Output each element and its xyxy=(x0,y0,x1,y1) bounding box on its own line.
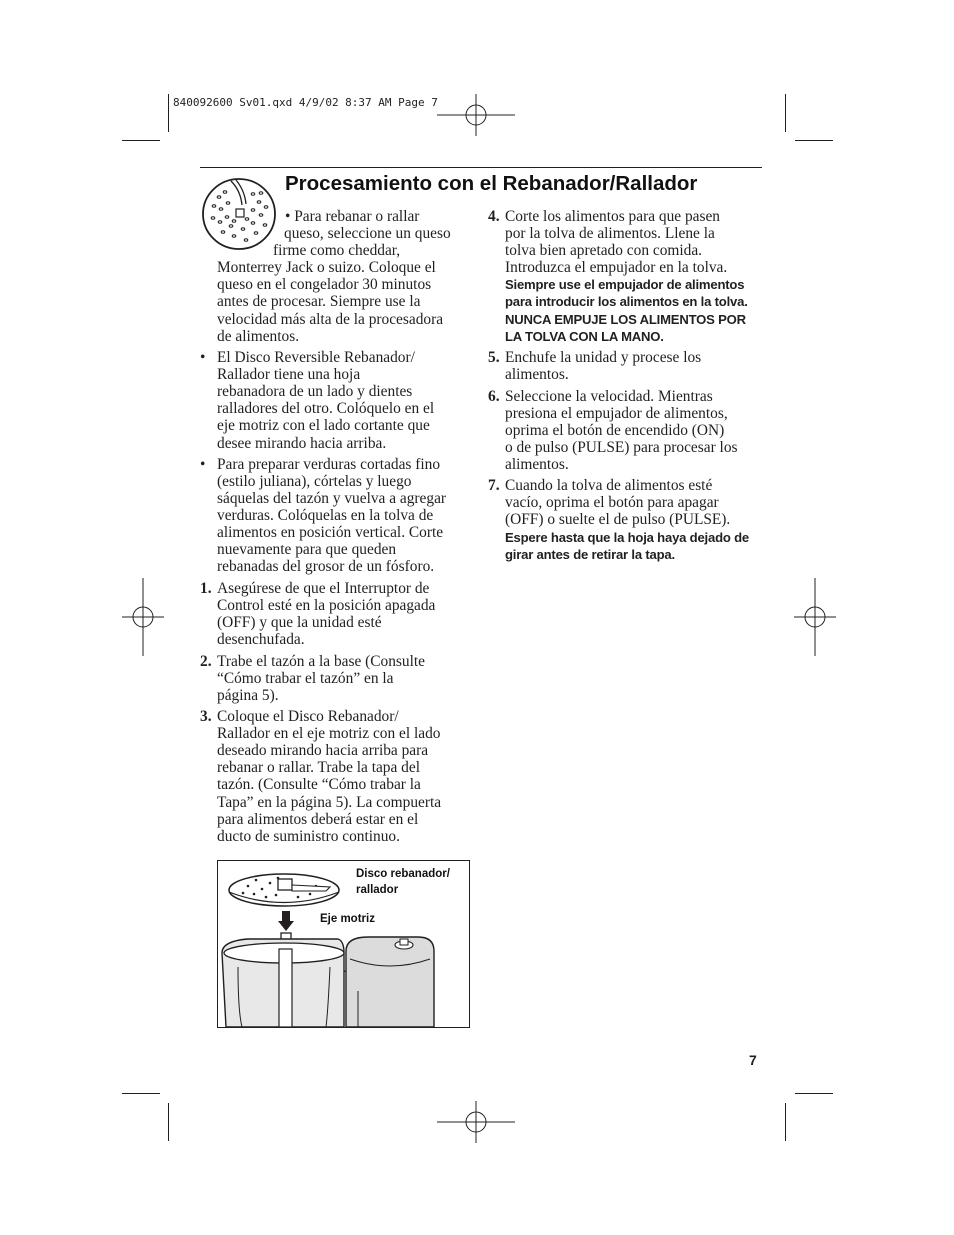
text-line: rebanadora de un lado y dientes xyxy=(217,383,413,401)
text-line: Control esté en la posición apagada xyxy=(217,596,436,614)
text-line: para alimentos deberá estar en el xyxy=(217,810,419,828)
bullet-marker: • xyxy=(285,208,291,225)
label-shaft: Eje motriz xyxy=(320,913,375,925)
list-item xyxy=(488,477,768,562)
text-line: alimentos. xyxy=(505,366,569,384)
text-line: Para preparar verduras cortadas fino xyxy=(217,455,441,473)
text-line: nuevamente para que queden xyxy=(217,541,397,559)
text-line: oprima el botón de encendido (ON) xyxy=(505,421,725,439)
text-line: deseado mirando hacia arriba para xyxy=(217,742,429,760)
text-line: tazón. (Consulte “Cómo trabar la xyxy=(217,776,421,794)
text-line: Rallador en el eje motriz con el lado xyxy=(217,725,441,743)
text-line: rebanadas del grosor de un fósforo. xyxy=(217,558,435,576)
step-number: 2. xyxy=(200,652,212,670)
warning-line: para introducir los alimentos en la tolva. xyxy=(505,294,748,310)
printer-slug: 840092600 Sv01.qxd 4/9/02 8:37 AM Page 7 xyxy=(173,96,438,109)
text-line: alimentos. xyxy=(505,455,569,473)
text-line: verduras. Colóquelas en la tolva de xyxy=(217,507,434,525)
registration-mark-bottom xyxy=(437,1101,515,1143)
bullet-marker: • xyxy=(200,455,206,473)
list-item xyxy=(200,708,470,845)
text-line: página 5). xyxy=(217,686,279,704)
text-line: por la tolva de alimentos. Llene la xyxy=(505,225,715,243)
list-item xyxy=(488,208,768,345)
step-number: 6. xyxy=(488,387,500,405)
right-list xyxy=(488,208,768,563)
text-line: sáquelas del tazón y vuelva a agregar xyxy=(217,490,447,508)
list-item xyxy=(200,580,470,648)
text-line: Enchufe la unidad y procese los xyxy=(505,349,702,367)
text-line: Asegúrese de que el Interruptor de xyxy=(217,579,430,597)
text-line: ducto de suministro continuo. xyxy=(217,827,400,845)
text-line: “Cómo trabar el tazón” en la xyxy=(217,669,394,687)
text-line: o de pulso (PULSE) para procesar los xyxy=(505,438,738,456)
warning-line: girar antes de retirar la tapa. xyxy=(505,546,675,562)
text-line: desenchufada. xyxy=(217,631,305,649)
registration-mark-top xyxy=(437,94,515,136)
figure-disc-assembly xyxy=(217,860,470,1028)
list-item xyxy=(488,349,768,383)
text-line: alimentos en posición vertical. Corte xyxy=(217,524,444,542)
list-item xyxy=(488,388,768,473)
label-disc: Disco rebanador/ rallador xyxy=(356,868,450,896)
left-column xyxy=(200,208,470,849)
text-line: El Disco Reversible Rebanador/ xyxy=(217,349,415,367)
page-title: Procesamiento con el Rebanador/Rallador xyxy=(285,172,698,195)
text-line: presiona el empujador de alimentos, xyxy=(505,404,728,422)
step-number: 5. xyxy=(488,349,500,367)
text-line: (estilo juliana), córtelas y luego xyxy=(217,473,412,490)
text-line: Tapa” en la página 5). La compuerta xyxy=(217,793,442,811)
intro-bullet: • Para rebanar o rallar queso, seleccione un queso firme como cheddar, Monterrey Jack o suizo. Coloque el queso en el congelador 30 minutos antes de procesar. Siempre use la velocidad más alta de la procesadora de alimentos. xyxy=(217,208,451,345)
text-line: desee mirando hacia arriba. xyxy=(217,434,387,452)
text-line: Corte los alimentos para que pasen xyxy=(505,208,720,225)
warning-line: NUNCA EMPUJE LOS ALIMENTOS POR xyxy=(505,311,746,327)
registration-mark-right xyxy=(794,578,836,656)
text-line: Introduzca el empujador en la tolva. xyxy=(505,259,728,277)
text-line: ralladores del otro. Colóquelo en el xyxy=(217,400,435,418)
warning-line: Espere hasta que la hoja haya dejado de xyxy=(505,529,749,545)
step-number: 7. xyxy=(488,477,500,495)
text-line: Trabe el tazón a la base (Consulte xyxy=(217,652,425,670)
text-line: vacío, oprima el botón para apagar xyxy=(505,494,719,512)
text-line: eje motriz con el lado cortante que xyxy=(217,417,430,435)
text-line: Cuando la tolva de alimentos esté xyxy=(505,477,713,495)
header-rule xyxy=(200,167,762,168)
text-line: tolva bien apretado con comida. xyxy=(505,242,703,260)
right-column xyxy=(488,208,768,567)
registration-mark-left xyxy=(122,578,164,656)
text-line: (OFF) o suelte el de pulso (PULSE). xyxy=(505,511,731,529)
step-number: 1. xyxy=(200,579,212,597)
text-line: (OFF) y que la unidad esté xyxy=(217,614,382,632)
list-item xyxy=(200,653,470,704)
text-line: Rallador tiene una hoja xyxy=(217,366,361,384)
list-item xyxy=(200,456,470,576)
step-number: 4. xyxy=(488,208,500,225)
step-number: 3. xyxy=(200,708,212,726)
bullet-marker: • xyxy=(200,349,206,367)
warning-line: LA TOLVA CON LA MANO. xyxy=(505,328,664,344)
list-item xyxy=(200,349,470,452)
warning-line: Siempre use el empujador de alimentos xyxy=(505,277,745,293)
text-line: Seleccione la velocidad. Mientras xyxy=(505,387,713,405)
left-list xyxy=(200,349,470,845)
text-line: rebanar o rallar. Trabe la tapa del xyxy=(217,759,420,777)
text-line: Coloque el Disco Rebanador/ xyxy=(217,708,399,726)
page-number: 7 xyxy=(749,1052,757,1068)
